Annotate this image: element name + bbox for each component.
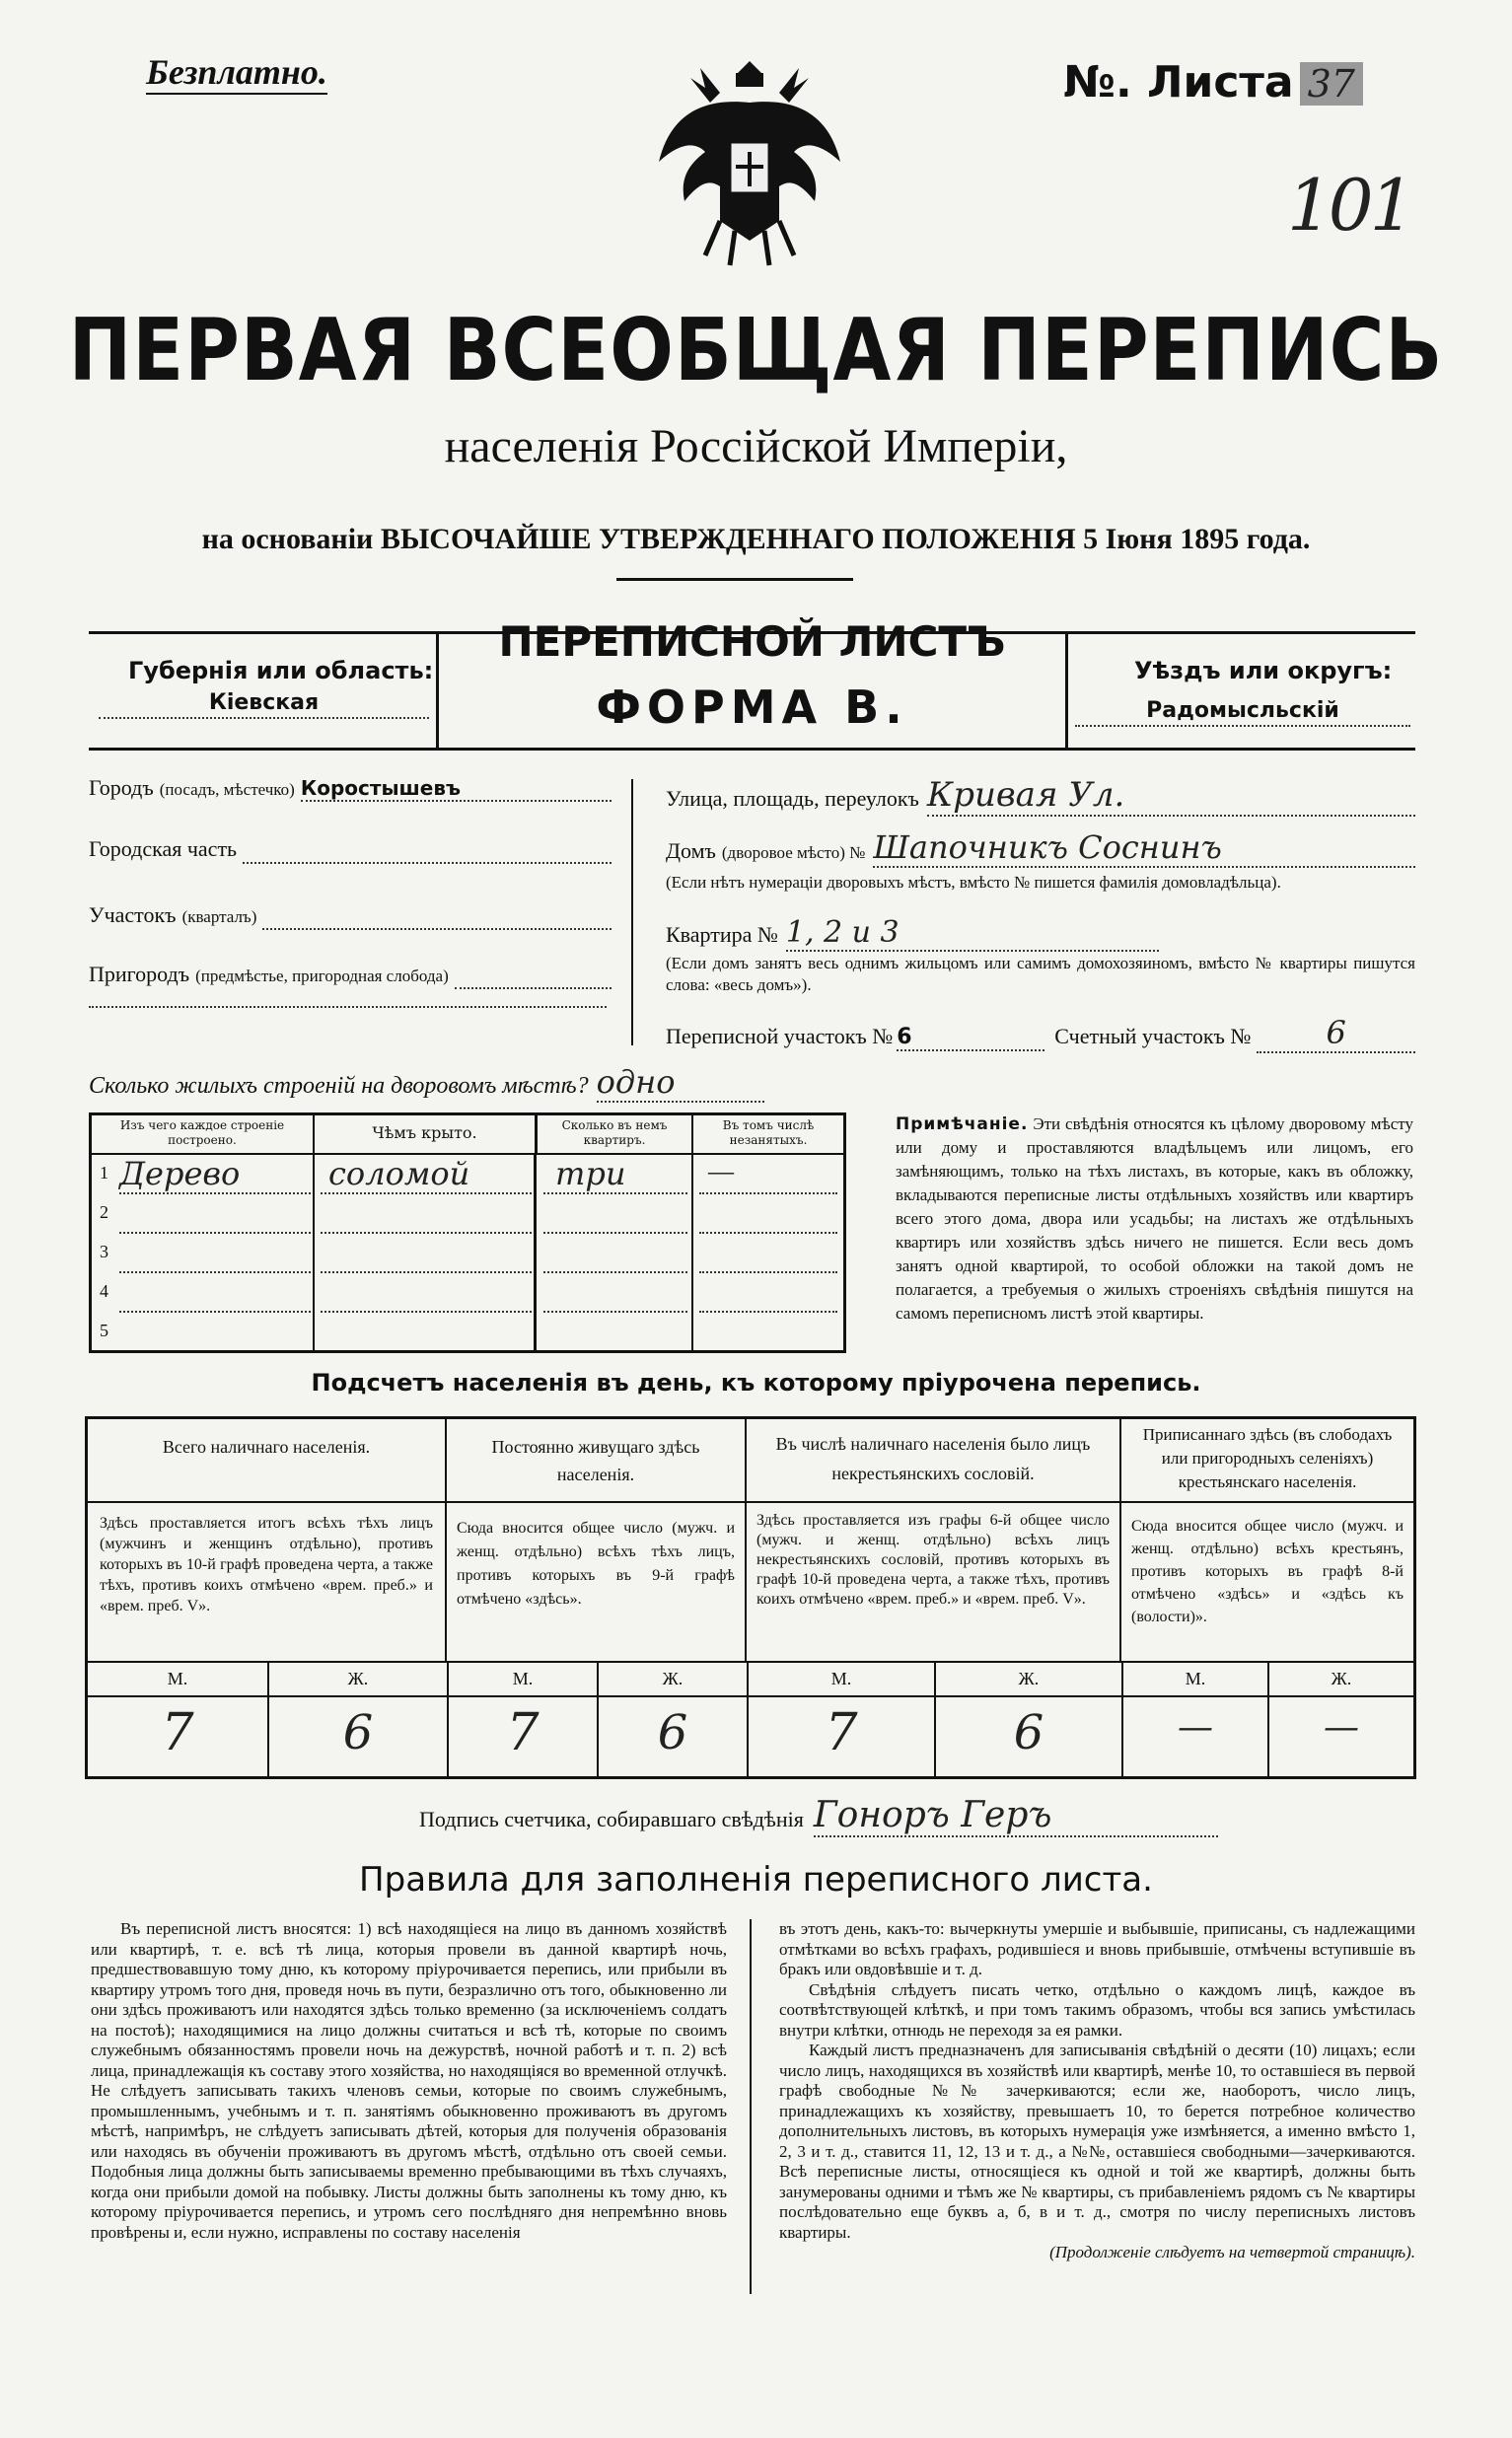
col1-f-label: Ж. — [267, 1663, 447, 1695]
rules-right-paragraph-2: Свѣдѣнія слѣдуетъ писать четко, отдѣльно о каждомъ лицѣ, каждое въ соотвѣтствующей клѣткѣ, и при томъ такимъ образомъ, чтобы вся запись умѣстилась внутри клѣтки, отнюдь не переходя за ея рамки. — [779, 1979, 1415, 2040]
city-hint: (посадъ, мѣстечко) — [159, 780, 295, 799]
col-line — [313, 1155, 315, 1350]
main-title: ПЕРВАЯ ВСЕОБЩАЯ ПЕРЕПИСЬ — [68, 299, 1444, 400]
row-line — [321, 1192, 532, 1194]
row-line — [321, 1271, 532, 1273]
street-field — [666, 775, 1415, 817]
row-number: 5 — [100, 1321, 108, 1340]
table-row — [92, 1234, 843, 1273]
precinct-value — [262, 902, 612, 930]
city-part-field — [89, 836, 612, 864]
row-apartments: три — [555, 1155, 626, 1192]
row-number: 4 — [100, 1281, 108, 1301]
suburb-hint: (предмѣстье, пригородная слобода) — [195, 967, 449, 985]
row-line — [543, 1232, 687, 1234]
house-field — [666, 828, 1415, 868]
col4-m-value: — — [1121, 1697, 1267, 1776]
district-label: Уѣздъ или округъ: — [1134, 657, 1393, 684]
buildings-header-apartments: Сколько въ немъ квартиръ. — [538, 1115, 693, 1155]
col-line — [534, 1155, 537, 1350]
house-value: Шапочникъ Соснинъ — [873, 828, 1415, 868]
handwritten-corner-number: 101 — [1287, 164, 1411, 247]
row-line — [321, 1311, 532, 1313]
count-section-label: Счетный участокъ № — [1054, 1024, 1252, 1048]
street-label: Улица, площадь, переулокъ — [666, 786, 919, 811]
col3-m-value: 7 — [747, 1697, 934, 1776]
form-box-divider-right — [1065, 631, 1068, 751]
house-label: Домъ — [666, 838, 716, 863]
sheet-number-label: №. Листа — [1063, 57, 1294, 108]
house-hint: (дворовое мѣсто) № — [721, 843, 866, 862]
row-line — [119, 1232, 311, 1234]
row-line — [321, 1232, 532, 1234]
row-line — [699, 1271, 837, 1273]
col2-m-value: 7 — [447, 1697, 597, 1776]
sections-field — [666, 1014, 1415, 1053]
count-col3-head: Въ числѣ наличнаго населенія было лицъ некрестьянскихъ сословій. — [747, 1419, 1121, 1503]
table-row — [92, 1155, 843, 1194]
count-col3-desc: Здѣсь проставляется изъ графы 6-й общее число (мужч. и женщ. отдѣльно) всѣхъ лицъ некрестьянскихъ сословій, противъ которыхъ въ графѣ 10-й проведена черта, а также тѣхъ, противъ коихъ отмѣчено «врем. преб.» и «врем. преб. V». — [747, 1503, 1121, 1661]
col3-f-value: 6 — [934, 1697, 1121, 1776]
apartment-label: Квартира № — [666, 922, 778, 947]
rules-continuation-note: (Продолженіе слѣдуетъ на четвертой страницѣ). — [1049, 2243, 1415, 2261]
city-value: Коростышевъ — [301, 776, 612, 802]
city-field — [89, 775, 612, 802]
col2-f-value: 6 — [597, 1697, 747, 1776]
col2-f-label: Ж. — [597, 1663, 747, 1695]
precinct-hint: (кварталъ) — [181, 907, 257, 926]
suburb-value — [455, 962, 612, 989]
row-line — [699, 1192, 837, 1194]
enumerator-signature — [419, 1795, 1218, 1837]
row-number: 2 — [100, 1202, 108, 1222]
row-line — [543, 1311, 687, 1313]
precinct-label: Участокъ — [89, 902, 177, 927]
suburb-extra-line — [89, 1006, 607, 1008]
sheet-number-value: 37 — [1300, 62, 1363, 106]
count-table — [85, 1416, 1416, 1779]
row-line — [699, 1232, 837, 1234]
signature-label: Подпись счетчика, собиравшаго свѣдѣнія — [419, 1807, 804, 1831]
address-divider — [631, 779, 633, 1045]
street-value: Кривая Ул. — [927, 775, 1415, 817]
col3-f-label: Ж. — [934, 1663, 1121, 1695]
imperial-eagle-emblem — [651, 43, 848, 275]
buildings-note-text: Эти свѣдѣнія относятся къ цѣлому дворовому мѣсту или дому и проставляются владѣльцемъ или лицомъ, его замѣняющимъ, только на тѣхъ листахъ, въ которые, какъ въ обложку, вкладываются переписные листы отдѣльныхъ хозяйствъ или квартиръ всего этого дома, двора или усадьбы; на листахъ же отдѣльныхъ квартиръ или хозяйствъ здѣсь ничего не пишется. Если весь домъ занятъ одной квартирой, то особой обложки на такой домъ не полагается, а требуемыя о жилыхъ строеніяхъ свѣдѣнія пишутся на самомъ переписномъ листѣ этой квартиры. — [896, 1114, 1414, 1323]
row-roof: соломой — [328, 1155, 470, 1192]
col3-m-label: М. — [747, 1663, 934, 1695]
buildings-note — [896, 1112, 1413, 1326]
count-section-value: 6 — [1257, 1014, 1415, 1053]
buildings-header-material: Изъ чего каждое строеніе построено. — [92, 1115, 315, 1155]
table-row — [92, 1313, 843, 1350]
table-row — [92, 1194, 843, 1234]
free-label: Безплатно. — [146, 51, 327, 95]
col1-f-value: 6 — [267, 1697, 447, 1776]
district-value: Радомысльскій — [1075, 698, 1410, 727]
rules-left-column: Въ переписной листъ вносятся: 1) всѣ находящіеся на лицо въ данномъ хозяйствѣ или квартирѣ, т. е. всѣ тѣ лица, которыя провели въ данной квартирѣ ночь, предшествовавшую тому дню, къ которому пріурочивается перепись, или прибыли въ квартиру утромъ того дня, проведя ночь въ пути, безразлично отъ того, обыкновенно ли они здѣсь проживаютъ или находятся здѣсь только временно (за исключеніемъ солдатъ на постоѣ); находящимися на лицо должны считаться и всѣ тѣ, которые по своимъ служебнымъ обязанностямъ провели ночь на дежурствѣ, ночной работѣ и т. п. 2) всѣ лица, принадлежащія къ составу этого хозяйства, но находящіяся во временной отлучкѣ. Не слѣдуетъ записывать такихъ членовъ семьи, которые по своимъ служебнымъ, промышленнымъ, учебнымъ и т. п. занятіямъ обыкновенно проживаютъ въ другомъ мѣстѣ, напримѣръ, не слѣдуетъ записывать дѣтей, которыя для полученія образованія или находясь въ обученіи проживаютъ въ другомъ мѣстѣ, отдѣльно отъ своей семьи. Подобныя лица должны быть записываемы временно пребывающими въ тѣхъ случаяхъ, когда они прибыли домой на побывку. Листы должны быть заполнены къ тому дню, къ которому пріурочивается перепись, и утромъ сего послѣдняго дня непремѣнно вновь провѣрены и, если нужно, исправлены по составу населенія — [91, 1919, 727, 2242]
row-line — [699, 1311, 837, 1313]
house-note: (Если нѣтъ нумераціи дворовыхъ мѣстъ, вмѣсто № пишется фамилія домовладѣльца). — [666, 873, 1281, 892]
row-line — [119, 1311, 311, 1313]
signature-value: Гоноръ Геръ — [814, 1795, 1218, 1837]
count-col2-head: Постоянно живущаго здѣсь населенія. — [447, 1419, 747, 1503]
buildings-header-roof: Чѣмъ крыто. — [315, 1115, 538, 1155]
rules-column-divider — [750, 1919, 752, 2294]
rules-right-column — [779, 1919, 1415, 2263]
col4-m-label: М. — [1121, 1663, 1267, 1695]
suburb-field — [89, 962, 612, 989]
row-number: 1 — [100, 1163, 108, 1183]
table-row — [92, 1273, 843, 1313]
buildings-question-answer: одно — [597, 1063, 764, 1103]
suburb-label: Пригородъ — [89, 962, 190, 986]
province-value: Кіевская — [99, 690, 429, 719]
city-part-label: Городская часть — [89, 836, 238, 861]
count-col1-desc: Здѣсь проставляется итогъ всѣхъ тѣхъ лицъ (мужчинъ и женщинъ отдѣльно), противъ которыхъ въ 10-й графѣ проведена черта, а также тѣхъ, противъ коихъ отмѣчено «врем. преб.» и «врем. преб. V». — [88, 1503, 447, 1661]
province-label: Губернія или область: — [128, 657, 434, 684]
census-section-label: Переписной участокъ № — [666, 1024, 894, 1048]
buildings-note-title: Примѣчаніе. — [896, 1114, 1029, 1134]
buildings-table — [89, 1112, 846, 1353]
census-section-value: 6 — [897, 1025, 1044, 1051]
row-line — [543, 1271, 687, 1273]
row-line — [119, 1271, 311, 1273]
col4-f-value: — — [1267, 1697, 1413, 1776]
buildings-question-label: Сколько жилыхъ строеній на дворовомъ мѣстѣ? — [89, 1073, 589, 1099]
buildings-question — [89, 1063, 878, 1103]
sheet-number — [1063, 57, 1363, 108]
form-subtitle: ФОРМА В. — [596, 681, 908, 734]
precinct-field — [89, 902, 612, 930]
count-col2-desc: Сюда вносится общее число (мужч. и женщ. отдѣльно) всѣхъ тѣхъ лицъ, противъ которыхъ въ 9-й графѣ отмѣчено «здѣсь». — [447, 1503, 747, 1661]
form-title: ПЕРЕПИСНОЙ ЛИСТЪ — [498, 617, 1006, 666]
buildings-header-vacant: Въ томъ числѣ незанятыхъ. — [693, 1115, 843, 1155]
count-title: Подсчетъ населенія въ день, къ которому пріурочена перепись. — [311, 1369, 1201, 1397]
apartment-value: 1, 2 и 3 — [786, 915, 1159, 952]
count-col1-head: Всего наличнаго населенія. — [88, 1419, 447, 1503]
legal-basis-line: на основаніи ВЫСОЧАЙШЕ УТВЕРЖДЕННАГО ПОЛОЖЕНІЯ 5 Іюня 1895 года. — [201, 523, 1311, 555]
city-part-value — [243, 836, 612, 864]
row-number: 3 — [100, 1242, 108, 1261]
apartment-field — [666, 915, 1159, 952]
row-line — [119, 1192, 311, 1194]
sub-title: населенія Россійской Имперіи, — [444, 420, 1068, 472]
row-line — [543, 1192, 687, 1194]
title-divider — [616, 578, 853, 581]
rules-title: Правила для заполненія переписного листа. — [359, 1860, 1153, 1900]
col1-m-value: 7 — [161, 1703, 194, 1762]
col1-m-label: М. — [167, 1669, 188, 1688]
form-box-bottom-rule — [89, 748, 1415, 751]
city-label: Городъ — [89, 775, 154, 800]
col4-f-label: Ж. — [1267, 1663, 1413, 1695]
rules-right-paragraph-3: Каждый листъ предназначенъ для записыванія свѣдѣній о десяти (10) лицахъ; если число лицъ, находящихся въ хозяйствѣ или квартирѣ, менѣе 10, то оставшіеся въ первой графѣ свободные №№ зачеркиваются; если же, наоборотъ, число лицъ, принадлежащихъ къ хозяйству, превышаетъ 10, то берется потребное количество дополнительныхъ листовъ, въ которыхъ нумерація уже измѣняется, а именно вмѣсто 1, 2, 3 и т. д., ставится 11, 12, 13 и т. д., а №№, оставшіеся свободными—зачеркиваются. Всѣ переписные листы, относящіеся къ одной и той же квартирѣ, должны быть занумерованы одними и тѣмъ же № квартиры, съ прибавленіемъ рядомъ съ № квартиры послѣдовательно еще буквъ а, б, в и т. д., смотря по числу переписныхъ листовъ квартиры. — [779, 2041, 1415, 2242]
rules-right-paragraph-1: въ этотъ день, какъ-то: вычеркнуты умершіе и выбывшіе, приписаны, съ надлежащими отмѣтками во всѣхъ графахъ, родившіеся и вновь прибывшіе, отмѣчены вступившіе въ бракъ или овдовѣвшіе и т. д. — [779, 1919, 1415, 1978]
apartment-note: (Если домъ занятъ весь однимъ жильцомъ или самимъ домохозяиномъ, вмѣсто № квартиры пишутся слова: «весь домъ»). — [666, 954, 1415, 994]
col2-m-label: М. — [447, 1663, 597, 1695]
count-col4-head: Приписаннаго здѣсь (въ слободахъ или пригородныхъ селеніяхъ) крестьянскаго населенія. — [1121, 1419, 1413, 1503]
col-line — [691, 1155, 693, 1350]
row-vacant: — — [708, 1157, 734, 1185]
row-material: Дерево — [119, 1155, 241, 1192]
count-col4-desc: Сюда вносится общее число (мужч. и женщ. отдѣльно) всѣхъ крестьянъ, противъ которыхъ въ графѣ 8-й отмѣчено «здѣсь» и «здѣсь къ (волости)». — [1131, 1518, 1404, 1625]
